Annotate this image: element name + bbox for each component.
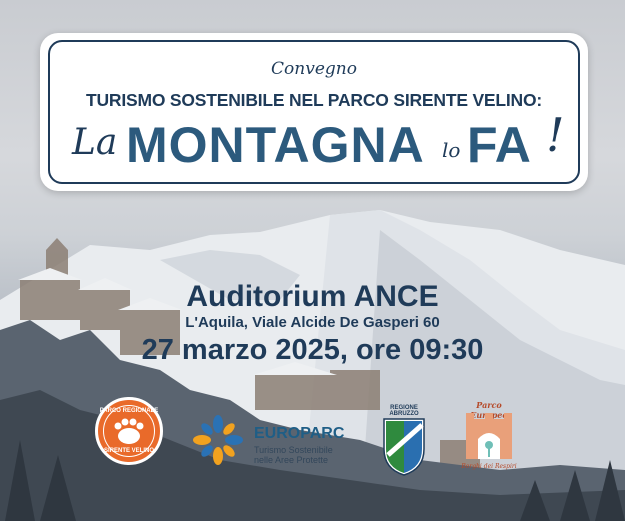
- europarc-star-icon: [186, 410, 250, 470]
- parco-regionale-logo-top: PARCO REGIONALE: [99, 408, 159, 414]
- kicker-text: Convegno: [271, 59, 357, 79]
- tower-gate-icon: [458, 411, 520, 461]
- headline: [50, 108, 578, 173]
- headline-montagna: MONTAGNA: [126, 117, 425, 173]
- event-subtitle: TURISMO SOSTENIBILE NEL PARCO SIRENTE VELINO:: [85, 90, 543, 110]
- headline-lo: lo: [442, 138, 461, 162]
- parco-regionale-logo-bottom: SIRENTE VELINO: [103, 448, 154, 454]
- parco-europeo-top: Parco: [476, 400, 502, 410]
- title-card: [40, 33, 588, 191]
- europarc-tagline-2: nelle Aree Protette: [254, 455, 329, 465]
- event-datetime: 27 marzo 2025, ore 09:30: [141, 334, 484, 366]
- title-card-border: [48, 40, 580, 184]
- parco-europeo-bottom: Borghi dei Respiri: [461, 463, 517, 470]
- regione-abruzzo-label: REGIONE ABRUZZO: [389, 405, 419, 417]
- europarc-tagline-1: Turismo Sostenibile: [254, 445, 333, 455]
- headline-exclamation: !: [546, 108, 565, 162]
- regional-shield-icon: [378, 415, 430, 477]
- regione-abruzzo-logo: [378, 405, 430, 475]
- parco-regionale-logo: [95, 397, 163, 465]
- venue-name: Auditorium ANCE: [186, 280, 439, 313]
- europarc-name: EUROPARC: [254, 425, 345, 442]
- headline-fa: FA: [467, 117, 531, 173]
- europarc-logo: [186, 410, 376, 470]
- parco-europeo-logo: [458, 400, 520, 470]
- headline-la: La: [72, 122, 118, 163]
- venue-address: L'Aquila, Viale Alcide De Gasperi 60: [185, 314, 440, 331]
